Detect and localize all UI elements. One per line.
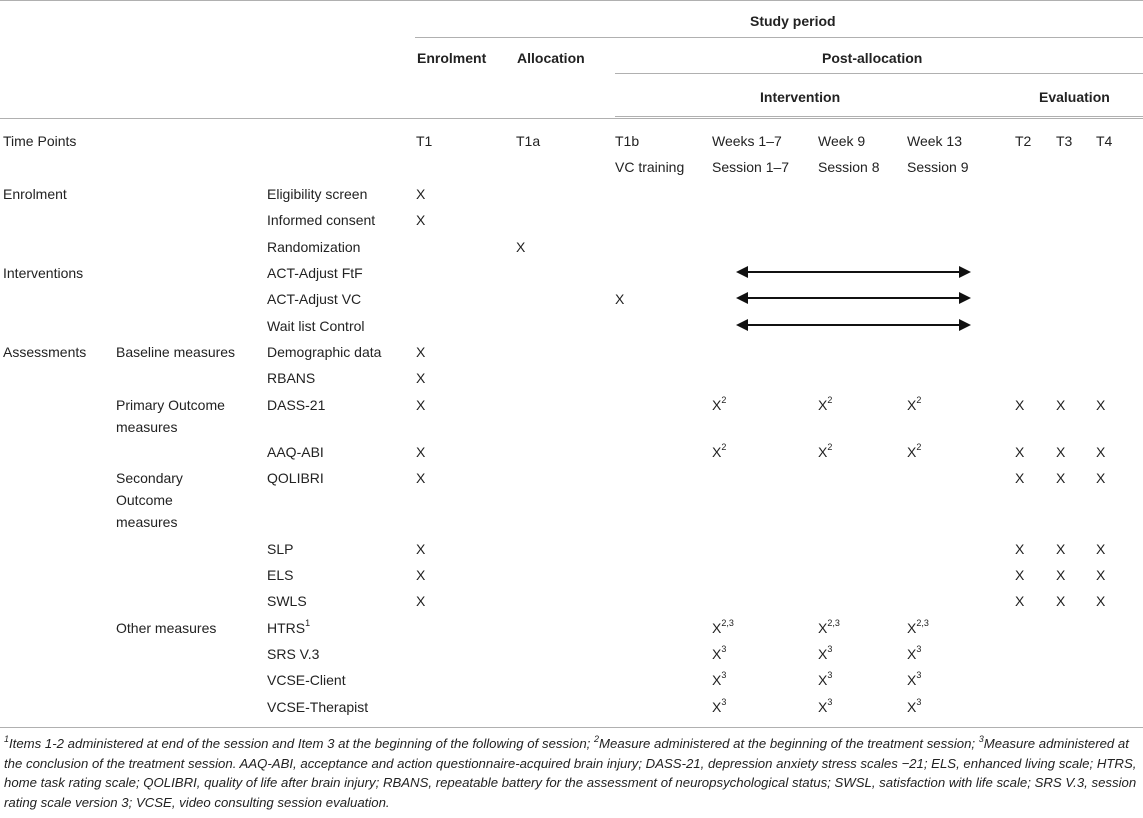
mark-x-sup: $X^2$ bbox=[818, 442, 833, 460]
item-dass-21: DASS-21 bbox=[267, 397, 326, 413]
top-rule bbox=[0, 0, 1143, 1]
mark-x-sup: $X^2$ bbox=[712, 395, 727, 413]
mark-x-sup: $X^3$ bbox=[712, 644, 727, 662]
item-aaq-abi: AAQ-ABI bbox=[267, 444, 324, 460]
header-intervention: Intervention bbox=[760, 89, 841, 105]
item-demographic-data: Demographic data bbox=[267, 344, 382, 360]
mark-x: X bbox=[1015, 397, 1025, 413]
study-period-underline bbox=[415, 37, 1143, 38]
time-point-weeks-1-7-sub: Session 1–7 bbox=[712, 159, 790, 175]
mark-x: X bbox=[615, 291, 625, 307]
time-point-t3: T3 bbox=[1056, 133, 1073, 149]
mark-x: X bbox=[1096, 470, 1106, 486]
item-qolibri: QOLIBRI bbox=[267, 470, 324, 486]
double-arrow-waitlist bbox=[736, 319, 971, 331]
mark-x: X bbox=[1096, 444, 1106, 460]
item-act-adjust-vc: ACT-Adjust VC bbox=[267, 291, 362, 307]
header-study-period: Study period bbox=[750, 13, 836, 29]
mark-x-sup: $X^3$ bbox=[907, 697, 922, 715]
time-point-week-13: Week 13 bbox=[907, 133, 962, 149]
time-point-weeks-1-7: Weeks 1–7 bbox=[712, 133, 782, 149]
mark-x-sup: $X^2$ bbox=[907, 395, 922, 413]
mark-x-sup: X$^{2,3}$ bbox=[907, 618, 929, 636]
mark-x-sup: $X^3$ bbox=[907, 670, 922, 688]
mark-x: X bbox=[1056, 444, 1066, 460]
time-point-t1b: T1b bbox=[615, 133, 640, 149]
section-interventions: Interventions bbox=[3, 265, 84, 281]
mark-x-sup: $X^2$ bbox=[712, 442, 727, 460]
mark-x: X bbox=[416, 344, 426, 360]
item-rbans: RBANS bbox=[267, 370, 316, 386]
subsection-primary-line2: measures bbox=[116, 419, 178, 435]
item-swls: SWLS bbox=[267, 593, 307, 609]
intervention-underline bbox=[615, 116, 1143, 117]
time-points-label: Time Points bbox=[3, 133, 77, 149]
double-arrow-vc bbox=[736, 292, 971, 304]
time-point-t4: T4 bbox=[1096, 133, 1113, 149]
mark-x: X bbox=[1096, 593, 1106, 609]
mark-x: X bbox=[416, 186, 426, 202]
mark-x: X bbox=[1056, 593, 1066, 609]
mark-x-sup: $X^3$ bbox=[907, 644, 922, 662]
footnote-ref: 1 bbox=[305, 618, 311, 629]
item-srs-v3: SRS V.3 bbox=[267, 646, 320, 662]
post-allocation-underline bbox=[615, 73, 1143, 74]
mark-x: X bbox=[416, 444, 426, 460]
mark-x: X bbox=[1096, 397, 1106, 413]
mark-x-sup: $X^3$ bbox=[818, 697, 833, 715]
subsection-secondary-line2: Outcome bbox=[116, 492, 173, 508]
item-informed-consent: Informed consent bbox=[267, 212, 376, 228]
mark-x: X bbox=[1015, 567, 1025, 583]
mark-x-sup: X$^{2,3}$ bbox=[818, 618, 840, 636]
section-assessments: Assessments bbox=[3, 344, 87, 360]
mark-x-sup: X$^{2,3}$ bbox=[712, 618, 734, 636]
time-point-t1a: T1a bbox=[516, 133, 541, 149]
subsection-baseline: Baseline measures bbox=[116, 344, 236, 360]
header-enrolment: Enrolment bbox=[417, 50, 487, 66]
subsection-secondary-line3: measures bbox=[116, 514, 178, 530]
mark-x: X bbox=[416, 541, 426, 557]
mark-x: X bbox=[416, 470, 426, 486]
item-randomization: Randomization bbox=[267, 239, 361, 255]
mark-x: X bbox=[1015, 541, 1025, 557]
item-wait-list-control: Wait list Control bbox=[267, 318, 365, 334]
time-point-week-9: Week 9 bbox=[818, 133, 866, 149]
time-point-week-9-sub: Session 8 bbox=[818, 159, 880, 175]
item-vcse-therapist: VCSE-Therapist bbox=[267, 699, 369, 715]
subsection-secondary-line1: Secondary bbox=[116, 470, 183, 486]
mark-x: X bbox=[1096, 567, 1106, 583]
subsection-other: Other measures bbox=[116, 620, 217, 636]
item-eligibility-screen: Eligibility screen bbox=[267, 186, 368, 202]
mark-x: X bbox=[1056, 541, 1066, 557]
item-vcse-client: VCSE-Client bbox=[267, 672, 346, 688]
mark-x: X bbox=[416, 567, 426, 583]
mark-x: X bbox=[1096, 541, 1106, 557]
mark-x: X bbox=[1056, 397, 1066, 413]
header-allocation: Allocation bbox=[517, 50, 585, 66]
mark-x: X bbox=[416, 370, 426, 386]
mark-x: X bbox=[1015, 593, 1025, 609]
mark-x-sup: $X^2$ bbox=[818, 395, 833, 413]
mark-x-sup: $X^2$ bbox=[907, 442, 922, 460]
item-els: ELS bbox=[267, 567, 294, 583]
mark-x: X bbox=[1015, 444, 1025, 460]
header-post-allocation: Post-allocation bbox=[822, 50, 923, 66]
header-bottom-rule bbox=[0, 118, 1143, 119]
table-bottom-rule bbox=[0, 727, 1143, 728]
mark-x: X bbox=[416, 212, 426, 228]
mark-x: X bbox=[416, 593, 426, 609]
mark-x: X bbox=[1056, 567, 1066, 583]
section-enrolment: Enrolment bbox=[3, 186, 67, 202]
mark-x-sup: $X^3$ bbox=[712, 697, 727, 715]
time-point-week-13-sub: Session 9 bbox=[907, 159, 969, 175]
mark-x-sup: $X^3$ bbox=[818, 644, 833, 662]
mark-x: X bbox=[416, 397, 426, 413]
header-evaluation: Evaluation bbox=[1039, 89, 1110, 105]
item-htrs: HTRS$^1$ bbox=[267, 618, 311, 636]
mark-x: X bbox=[516, 239, 526, 255]
mark-x: X bbox=[1015, 470, 1025, 486]
subsection-primary-line1: Primary Outcome bbox=[116, 397, 225, 413]
mark-x-sup: $X^3$ bbox=[712, 670, 727, 688]
time-point-t1: T1 bbox=[416, 133, 433, 149]
double-arrow-ftf bbox=[736, 266, 971, 278]
mark-x: X bbox=[1056, 470, 1066, 486]
table-footnote: $^1$Items 1-2 administered at end of the session and Item 3 at the beginning of the following of session; $^2$Measure administered at the beginning of the treatment session; $^3$Measure administered at the conclusion of the treatment session. AAQ-ABI, acceptance and action questionnaire-acquired brain injury; DASS-21, depression anxiety stress scales −21; ELS, enhanced living scale; HTRS, home task rating scale; QOLIBRI, quality of life after brain injury; RBANS, repeatable battery for the assessment of neuropsychological status; SWSL, satisfaction with life scale; SRS V.3, session rating scale version 3; VCSE, video consulting session evaluation. bbox=[4, 733, 1137, 810]
time-point-t2: T2 bbox=[1015, 133, 1032, 149]
item-act-adjust-ftf: ACT-Adjust FtF bbox=[267, 265, 363, 281]
time-point-t1b-sub: VC training bbox=[615, 159, 685, 175]
item-slp: SLP bbox=[267, 541, 294, 557]
mark-x-sup: $X^3$ bbox=[818, 670, 833, 688]
